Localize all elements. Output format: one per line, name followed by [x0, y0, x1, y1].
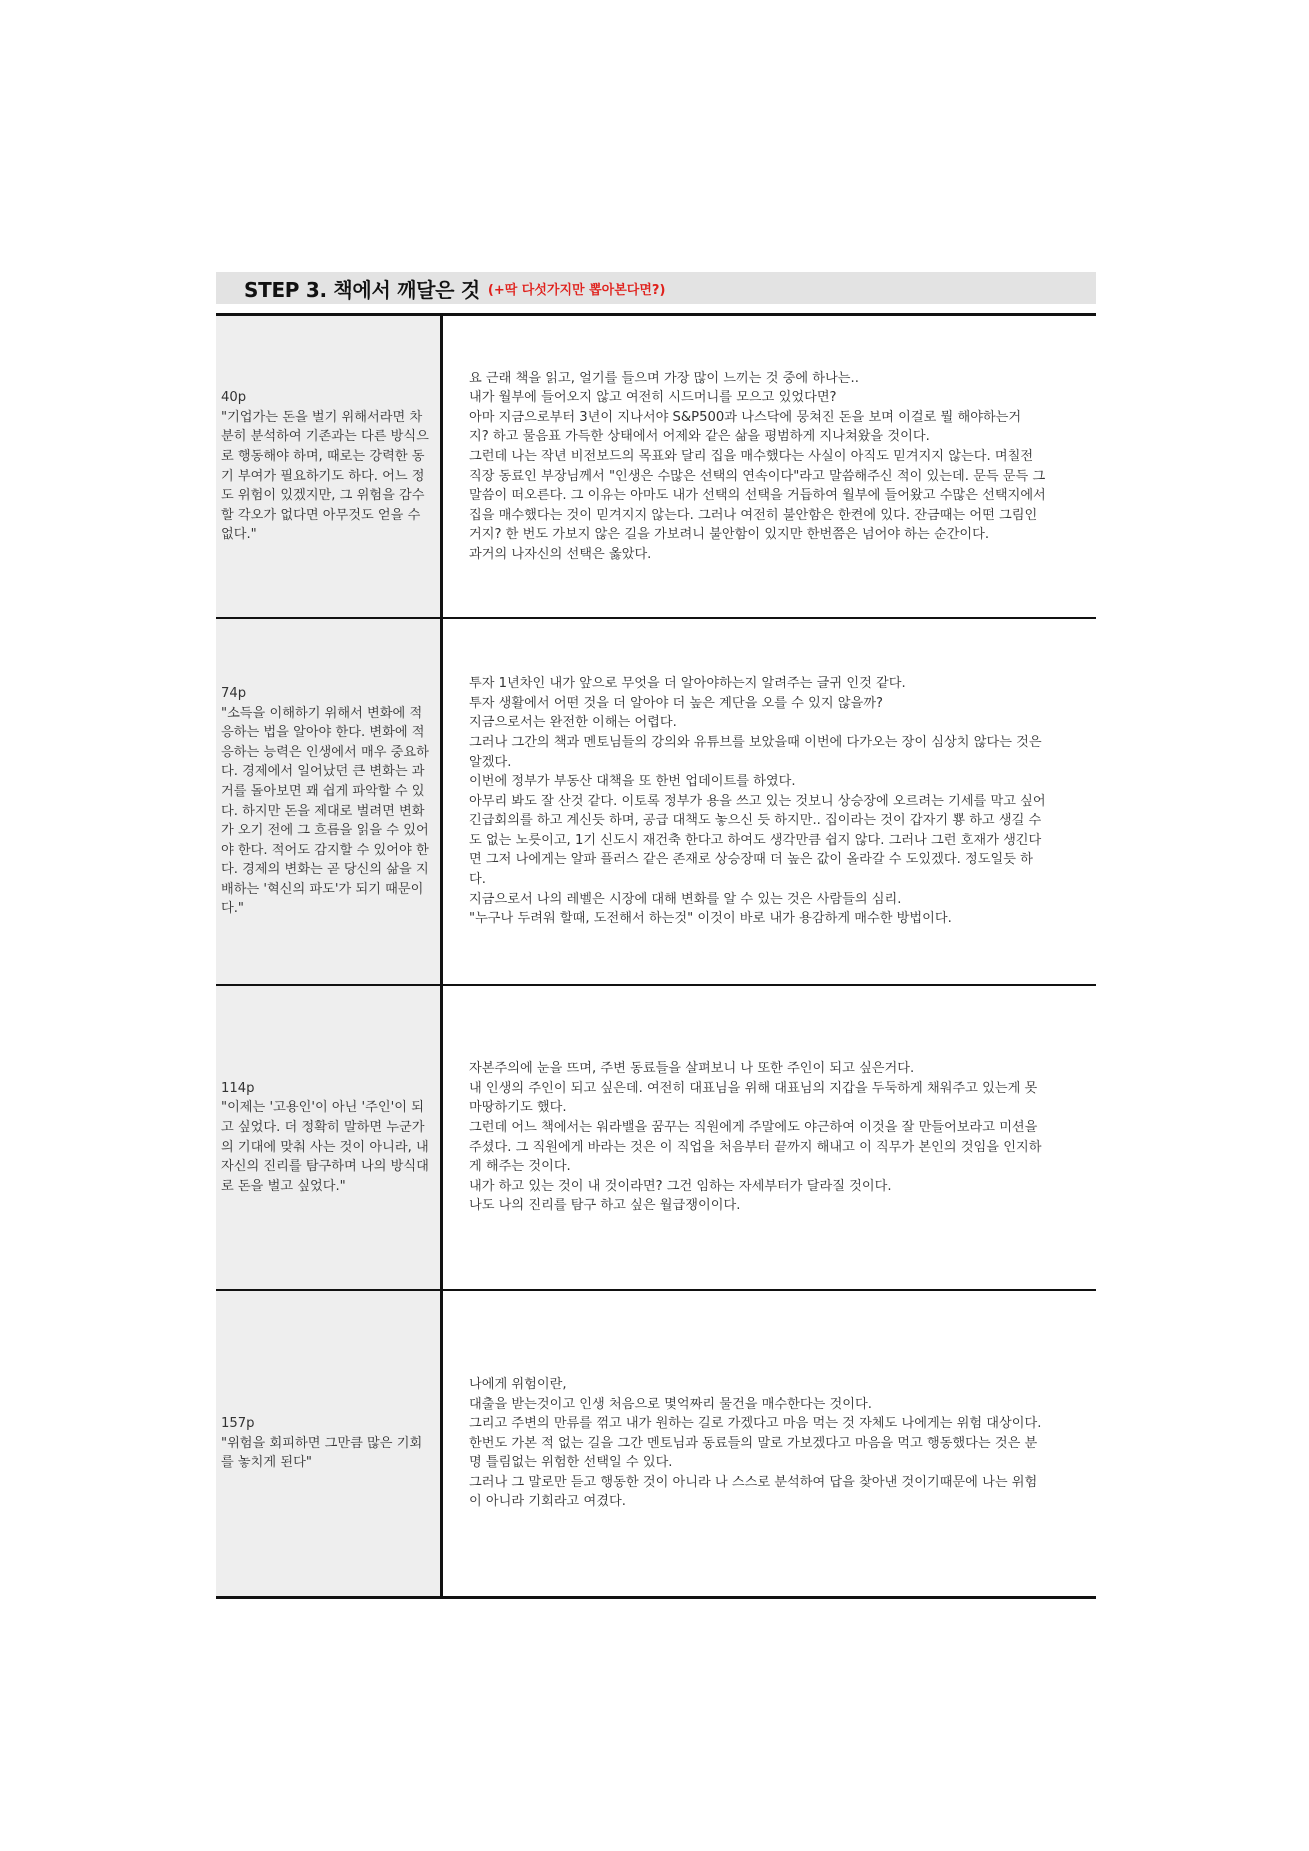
reflection-line: 면 그저 나에게는 알파 플러스 같은 존재로 상승장때 더 높은 값이 올라갈 수 도있겠다. 정도일듯 하	[469, 852, 1033, 868]
reflection-line: 마땅하기도 했다.	[469, 1100, 567, 1116]
reflection-line: 투자 1년차인 내가 앞으로 무엇을 더 알아야하는지 알려주는 글귀 인것 같다.	[469, 676, 906, 692]
document-page	[216, 272, 1096, 1599]
reflection-line: 요 근래 책을 읽고, 얼기를 들으며 가장 많이 느끼는 것 중에 하나는..	[469, 370, 859, 386]
reflection-line: 투자 생활에서 어떤 것을 더 알아야 더 높은 계단을 오를 수 있지 않을까?	[469, 695, 883, 711]
table-row	[216, 316, 1096, 619]
reflection-cell	[443, 1291, 1096, 1596]
table-row	[216, 986, 1096, 1291]
reflection-line: 알겠다.	[469, 754, 512, 770]
reflection-line: 나도 나의 진리를 탐구 하고 싶은 월급쟁이이다.	[469, 1198, 741, 1214]
reflection-line: 말씀이 떠오른다. 그 이유는 아마도 내가 선택의 선택을 거듭하여 월부에 들어왔고 수많은 선택지에서	[469, 488, 1046, 504]
quote-cell	[216, 1291, 443, 1596]
reflection-line: 도 없는 노릇이고, 1기 신도시 재건축 한다고 하여도 생각만큼 쉽지 않다. 그러나 그런 호재가 생긴다	[469, 832, 1042, 848]
reflection-cell	[443, 986, 1096, 1289]
reflection-line: 다.	[469, 872, 486, 888]
reflection-line: 지? 하고 물음표 가득한 상태에서 어제와 같은 삶을 평범하게 지나쳐왔을 것이다.	[469, 429, 930, 445]
reflection-text	[469, 674, 1046, 929]
reflection-line: 그러나 그간의 책과 멘토님들의 강의와 유튜브를 보았을때 이번에 다가오는 장이 심상치 않다는 것은	[469, 734, 1042, 750]
reflection-line: 아마 지금으로부터 3년이 지나서야 S&P500과 나스닥에 뭉쳐진 돈을 보며 이걸로 뭘 해야하는거	[469, 409, 1022, 425]
reflection-line: 긴급회의를 하고 계신듯 하며, 공급 대책도 놓으신 듯 하지만.. 집이라는 것이 갑자기 뿅 하고 생길 수	[469, 813, 1042, 829]
page-number: 114p	[221, 1080, 255, 1096]
step-note: (+딱 다섯가지만 뽑아본다면?)	[487, 282, 666, 298]
reflection-text	[469, 1375, 1041, 1512]
reflection-text	[469, 1059, 1041, 1216]
reflection-line: 내가 하고 있는 것이 내 것이라면? 그건 임하는 자세부터가 달라질 것이다.	[469, 1178, 892, 1194]
reflection-line: 자본주의에 눈을 뜨며, 주변 동료들을 살펴보니 나 또한 주인이 되고 싶은거다.	[469, 1061, 915, 1077]
reflection-line: 그리고 주변의 만류를 꺾고 내가 원하는 길로 가겠다고 마음 먹는 것 자체도 나에게는 위험 대상이다.	[469, 1416, 1042, 1432]
book-quote: "위험을 회피하면 그만큼 많은 기회를 놓치게 된다"	[221, 1435, 423, 1471]
reflection-line: 지금으로서 나의 레벨은 시장에 대해 변화를 알 수 있는 것은 사람들의 심리.	[469, 891, 902, 907]
reflection-line: 직장 동료인 부장님께서 "인생은 수많은 선택의 연속이다"라고 말씀해주신 적이 있는데. 문득 문득 그	[469, 468, 1046, 484]
reflection-line: 그러나 그 말로만 듣고 행동한 것이 아니라 나 스스로 분석하여 답을 찾아낸 것이기때문에 나는 위험	[469, 1474, 1038, 1490]
reflection-line: "누구나 두려워 할때, 도전해서 하는것" 이것이 바로 내가 용감하게 매수한 방법이다.	[469, 911, 952, 927]
reflection-line: 아무리 봐도 잘 산것 같다. 이토록 정부가 용을 쓰고 있는 것보니 상승장에 오르려는 기세를 막고 싶어	[469, 793, 1046, 809]
reflection-line: 거지? 한 번도 가보지 않은 길을 가보려니 불안함이 있지만 한번쯤은 넘어야 하는 순간이다.	[469, 527, 990, 543]
insight-table	[216, 313, 1096, 1599]
reflection-line: 나에게 위험이란,	[469, 1376, 567, 1392]
table-row	[216, 619, 1096, 986]
reflection-line: 내가 월부에 들어오지 않고 여전히 시드머니를 모으고 있었다면?	[469, 390, 837, 406]
quote-cell	[216, 986, 443, 1289]
reflection-line: 게 해주는 것이다.	[469, 1159, 571, 1175]
page-number: 157p	[221, 1416, 255, 1432]
reflection-line: 그런데 어느 책에서는 워라밸을 꿈꾸는 직원에게 주말에도 야근하여 이것을 잘 만들어보라고 미션을	[469, 1119, 1038, 1135]
reflection-line: 집을 매수했다는 것이 믿겨지지 않는다. 그러나 여전히 불안함은 한켠에 있다. 잔금때는 어떤 그림인	[469, 507, 1038, 523]
reflection-cell	[443, 316, 1096, 617]
reflection-line: 내 인생의 주인이 되고 싶은데. 여전히 대표님을 위해 대표님의 지갑을 두둑하게 채워주고 있는게 못	[469, 1080, 1038, 1096]
page-number: 40p	[221, 390, 247, 406]
reflection-line: 이번에 정부가 부동산 대책을 또 한번 업데이트를 하였다.	[469, 774, 796, 790]
quote-cell	[216, 619, 443, 984]
book-quote: "기업가는 돈을 벌기 위해서라면 차분히 분석하여 기존과는 다른 방식으로 행동해야 하며, 때로는 강력한 동기 부여가 필요하기도 하다. 어느 정도 위험이 있겠지만, 그 위험을 감수할 각오가 없다면 아무것도 얻을 수 없다."	[221, 409, 429, 543]
quote-cell	[216, 316, 443, 617]
reflection-line: 이 아니라 기회라고 여겼다.	[469, 1494, 626, 1510]
reflection-line: 한번도 가본 적 없는 길을 그간 멘토님과 동료들의 말로 가보겠다고 마음을 먹고 행동했다는 것은 분	[469, 1435, 1038, 1451]
reflection-line: 과거의 나자신의 선택은 옳았다.	[469, 546, 652, 562]
reflection-line: 그런데 나는 작년 비전보드의 목표와 달리 집을 매수했다는 사실이 아직도 믿겨지지 않는다. 며칠전	[469, 448, 1034, 464]
reflection-cell	[443, 619, 1096, 984]
reflection-text	[469, 369, 1046, 565]
step-header	[216, 272, 1096, 304]
page-number: 74p	[221, 685, 247, 701]
reflection-line: 지금으로서는 완전한 이해는 어렵다.	[469, 715, 677, 731]
reflection-line: 주셨다. 그 직원에게 바라는 것은 이 직업을 처음부터 끝까지 해내고 이 직무가 본인의 것임을 인지하	[469, 1139, 1042, 1155]
table-row	[216, 1291, 1096, 1596]
step-title: STEP 3. 책에서 깨달은 것	[244, 277, 480, 302]
book-quote: "소득을 이해하기 위해서 변화에 적응하는 법을 알아야 한다. 변화에 적응하는 능력은 인생에서 매우 중요하다. 경제에서 일어났던 큰 변화는 과거를 돌아보면 꽤 쉽게 파악할 수 있다. 하지만 돈을 제대로 벌려면 변화가 오기 전에 그 흐름을 읽을 수 있어야 한다. 적어도 감지할 수 있어야 한다. 경제의 변화는 곧 당신의 삶을 지배하는 '혁신의 파도'가 되기 때문이다."	[221, 705, 429, 917]
book-quote: "이제는 '고용인'이 아닌 '주인'이 되고 싶었다. 더 정확히 말하면 누군가의 기대에 맞춰 사는 것이 아니라, 내 자신의 진리를 탐구하며 나의 방식대로 돈을 벌고 싶었다."	[221, 1100, 429, 1194]
reflection-line: 명 틀림없는 위험한 선택일 수 있다.	[469, 1455, 673, 1471]
reflection-line: 대출을 받는것이고 인생 처음으로 몇억짜리 물건을 매수한다는 것이다.	[469, 1396, 872, 1412]
